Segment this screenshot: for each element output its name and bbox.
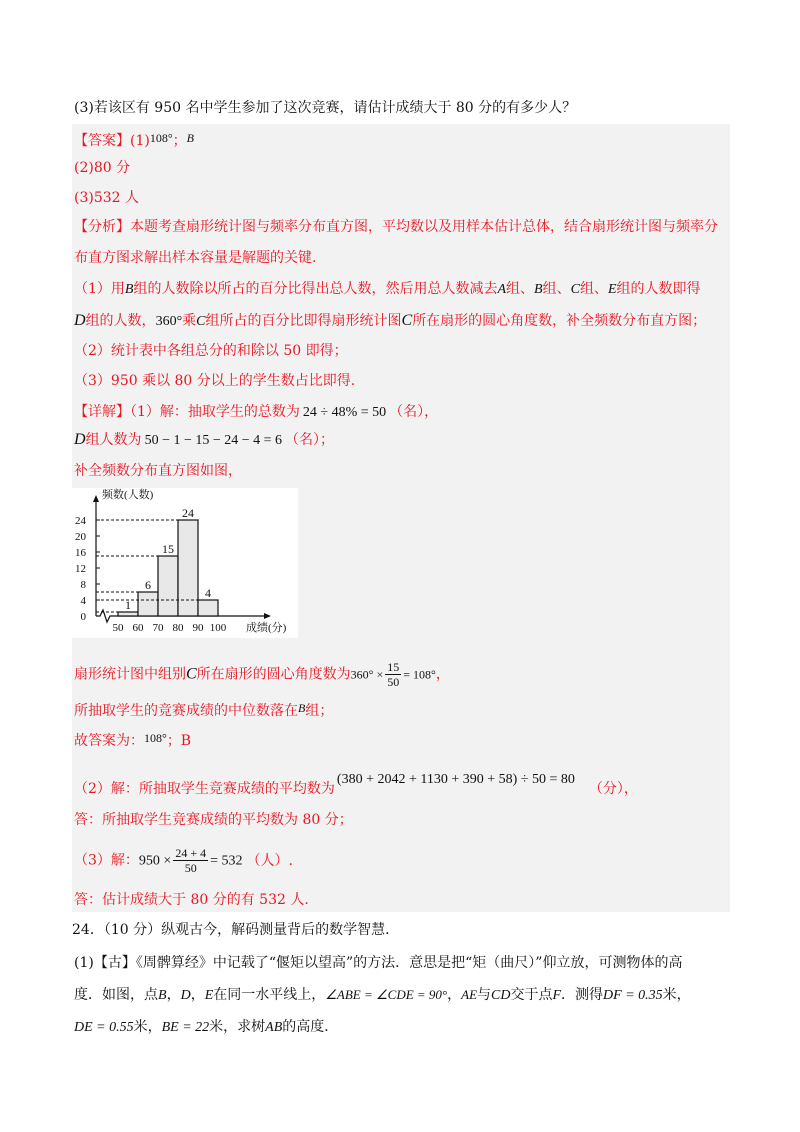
q24-l3-h: ， (447, 987, 462, 1003)
detail-l6-deg: 108° (144, 731, 167, 745)
detail-l2-a: D (74, 431, 86, 448)
x-tick-label: 80 (172, 622, 184, 634)
y-axis-arrow (93, 495, 99, 502)
detail-l2-math: 50 − 1 − 15 − 24 − 4 = 6 (144, 433, 283, 448)
x-axis-arrow (264, 613, 271, 619)
detail-l7-b: （分）， (588, 781, 638, 797)
question-24-line-2: (1)【古】《周髀算经》中记载了“偃矩以望高”的方法．意思是把“矩（曲尺）”仰立放，可测物体的高 (74, 955, 683, 971)
analysis-l3-b: B (124, 282, 134, 297)
analysis-line-1 (74, 217, 718, 237)
detail-line-9 (74, 846, 293, 875)
analysis-line-4 (74, 311, 706, 332)
answer-line-1 (74, 128, 194, 151)
detail-l7-math: (380 + 2042 + 1130 + 390 + 58) ÷ 50 = 80 (336, 772, 575, 787)
q24-l4-c: AB (265, 1020, 283, 1035)
detail-l4-c: 所在扇形的圆心角度数为 (196, 666, 351, 683)
detail-l9-math-b: = 532 (210, 853, 243, 869)
detail-l1-math: 24 ÷ 48% = 50 (302, 405, 387, 420)
q24-l3-e: ， (190, 987, 205, 1003)
y-axis-label: 频数(人数) (102, 489, 154, 501)
q24-l3-g: 在同一水平线上， (213, 987, 326, 1003)
q24-l3-m: F (552, 988, 562, 1003)
y-tick-label: 8 (80, 579, 86, 591)
q24-l3-k: CD (491, 988, 511, 1003)
detail-l7-a: （2）解：所抽取学生竞赛成绩的平均数为 (74, 781, 335, 797)
analysis-l4-b: 组的人数， (85, 313, 156, 329)
q24-l3-math: ∠ABE = ∠CDE = 90° (325, 987, 448, 1002)
analysis-line-6: （3）950 乘以 80 分以上的学生数占比即得. (74, 373, 356, 389)
analysis-l3-i: 组、 (579, 281, 608, 297)
bar-80-90 (178, 520, 198, 616)
answer-sep: ； (172, 133, 187, 149)
q24-l4-math: DE = 0.55 (74, 1020, 134, 1035)
bar-70-80 (158, 556, 178, 616)
y-tick-label: 20 (75, 531, 86, 543)
y-tick-label: 24 (75, 515, 86, 527)
bar-data-label: 6 (145, 578, 151, 592)
detail-l6-b: ；B (166, 733, 192, 749)
fraction-28-50 (173, 846, 208, 875)
q24-l3-i: AE (461, 987, 478, 1002)
bar-data-label: 15 (162, 542, 174, 556)
analysis-l4-f: 组所占的百分比即得扇形统计图 (205, 313, 402, 329)
x-tick-label: 50 (112, 622, 124, 634)
frac-den: 50 (387, 675, 400, 689)
detail-line-4 (74, 660, 450, 689)
y-tick-label: 4 (80, 595, 86, 607)
analysis-l3-d: A (497, 282, 507, 297)
q24-l3-n: ．测得 (561, 987, 604, 1003)
bar-60-70 (138, 592, 158, 616)
analysis-l4-c: 360° (155, 314, 183, 329)
question-24-line-4 (74, 1017, 338, 1038)
q24-l3-b: B (158, 988, 167, 1003)
detail-l2-c: （名）； (285, 432, 335, 448)
frac2-num: 24 + 4 (175, 846, 207, 860)
q24-l4-d: 的高度． (282, 1019, 339, 1035)
q24-l4-b: 米，求树 (209, 1019, 266, 1035)
analysis-l4-a: D (74, 312, 86, 329)
bar-data-label: 4 (205, 586, 211, 600)
detail-line-2 (74, 430, 334, 451)
q24-l3-math2: DF = 0.35 (603, 988, 663, 1003)
y-tick-label: 12 (75, 563, 86, 575)
q24-l3-j: 与 (477, 987, 492, 1003)
detail-l1-a: （1）解：抽取学生的总数为 (130, 404, 300, 420)
detail-l4-d: ， (435, 666, 450, 683)
detail-l2-b: 组人数为 (85, 432, 142, 448)
detail-line-5 (74, 698, 333, 721)
detail-line-3: 补全频数分布直方图如图， (74, 463, 242, 479)
analysis-l4-e: C (196, 314, 206, 329)
q24-l3-f: E (204, 988, 214, 1003)
detail-l9-a: （3）解： (74, 852, 139, 869)
detail-l9-b: （人）. (246, 852, 293, 869)
fraction-15-50 (385, 660, 401, 689)
answer-label: 【答案】 (74, 133, 130, 149)
analysis-l4-g: C (401, 312, 413, 329)
answer-line-3: (3)532 人 (74, 190, 140, 206)
q24-l4-a: 米， (133, 1019, 162, 1035)
detail-line-6 (74, 728, 191, 751)
q24-l3-d: D (180, 988, 191, 1003)
q24-l3-c: ， (166, 987, 181, 1003)
bar-data-label: 1 (125, 598, 131, 612)
x-tick-label: 60 (132, 622, 144, 634)
question-3-prompt: (3)若该区有 950 名中学生参加了这次竞赛，请估计成绩大于 80 分的有多少人？ (74, 100, 577, 116)
answer-line-2: (2)80 分 (74, 160, 131, 176)
detail-label: 【详解】 (74, 404, 130, 420)
q24-l3-o: 米， (662, 987, 691, 1003)
x-tick-label: 100 (209, 622, 227, 634)
analysis-l3-c: 组的人数除以所占的百分比得出总人数，然后用总人数减去 (133, 281, 498, 297)
detail-l4-b: C (186, 665, 197, 683)
analysis-text-1: 本题考查扇形统计图与频率分布直方图，平均数以及用样本估计总体，结合扇形统计图与频率分 (130, 219, 718, 235)
analysis-l3-a: （1）用 (74, 281, 125, 297)
frac2-den: 50 (184, 861, 197, 875)
detail-l6-a: 故答案为： (74, 733, 144, 749)
analysis-l3-h: C (570, 282, 580, 297)
analysis-line-2: 布直方图求解出样本容量是解题的关键. (74, 250, 317, 266)
analysis-line-3 (74, 279, 701, 300)
analysis-l3-g: 组、 (542, 281, 571, 297)
bar-data-label: 24 (182, 506, 194, 520)
detail-l5-b: B (298, 701, 306, 715)
detail-l4-math-a: 360° × (350, 667, 384, 682)
analysis-l4-d: 乘 (182, 313, 197, 329)
detail-line-7 (74, 770, 638, 799)
histogram-svg (72, 488, 298, 638)
frequency-histogram (72, 488, 298, 638)
bar-50-60 (118, 612, 138, 616)
detail-l9-math-a: 950 × (138, 853, 172, 869)
answer-degree: 108° (149, 131, 173, 145)
detail-l5-a: 所抽取学生的竞赛成绩的中位数落在 (74, 703, 298, 719)
x-axis-label: 成绩(分) (246, 622, 287, 634)
bar-90-100 (198, 600, 218, 616)
q24-l3-a: 度．如图，点 (74, 987, 158, 1003)
answer-part-1-prefix: (1) (130, 133, 150, 149)
x-tick-label: 70 (152, 622, 164, 634)
detail-line-10: 答：估计成绩大于 80 分的有 532 人. (74, 892, 309, 908)
q24-l4-math2: BE = 22 (161, 1020, 210, 1035)
q24-l3-l: 交于点 (510, 987, 553, 1003)
analysis-l3-e: 组、 (506, 281, 535, 297)
analysis-line-5: （2）统计表中各组总分的和除以 50 即得； (74, 343, 348, 359)
detail-line-1 (74, 402, 438, 423)
analysis-l3-f: B (534, 282, 543, 297)
answer-group: B (186, 131, 194, 145)
analysis-label: 【分析】 (74, 219, 130, 235)
detail-l5-c: 组； (305, 703, 334, 719)
x-tick-label: 90 (192, 622, 204, 634)
analysis-l4-h: 所在扇形的圆心角度数，补全频数分布直方图； (412, 313, 707, 329)
question-24-title: 24．（10 分）纵观古今，解码测量背后的数学智慧． (72, 922, 400, 938)
question-24-line-3 (74, 985, 691, 1006)
y-tick-label: 16 (75, 547, 86, 559)
detail-l4-a: 扇形统计图中组别 (74, 666, 186, 683)
detail-l1-b: （名）， (389, 404, 439, 420)
detail-line-8: 答：所抽取学生竞赛成绩的平均数为 80 分； (74, 812, 353, 828)
y-tick-label: 0 (80, 611, 86, 623)
detail-l4-math-b: = 108° (403, 667, 436, 682)
analysis-l3-j: E (607, 282, 617, 297)
analysis-l3-k: 组的人数即得 (616, 281, 701, 297)
frac-num: 15 (387, 660, 400, 674)
